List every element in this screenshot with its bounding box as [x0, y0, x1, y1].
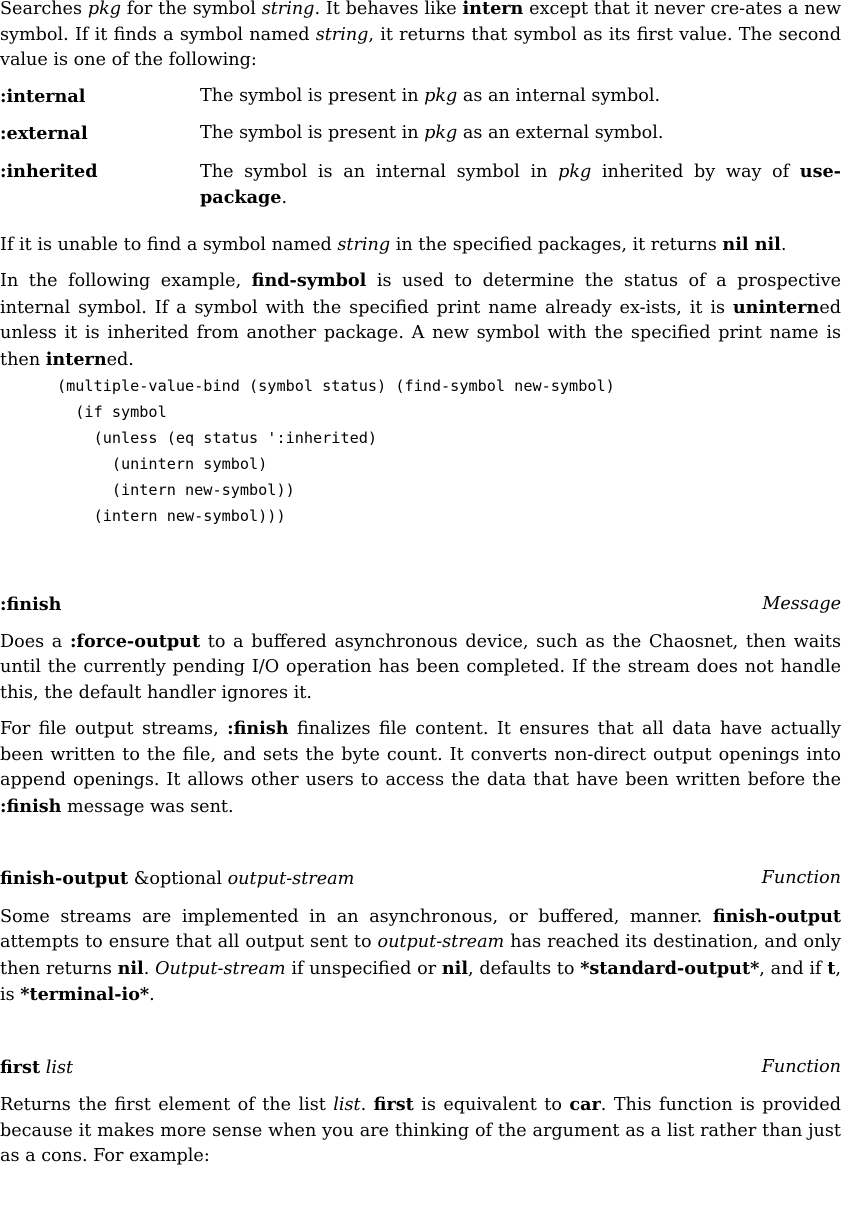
return-value-inherited: [0, 159, 841, 212]
code-line: (intern new-symbol))): [57, 507, 286, 525]
entry-signature: finish-output &optional output-stream: [0, 868, 355, 889]
finish-output-description: Some streams are implemented in an asynchronous, or buffered, manner. finish-output attempts to ensure that all output sent to output-stream has reached its destination, and only then returns nil. Output-stream if unspecified or nil, defaults to *standard-output*, and if t, is *terminal-io*.: [0, 905, 842, 1005]
entry-header-first: [0, 1055, 841, 1082]
first-description: Returns the first element of the list list. first is equivalent to car. This function is provided because it makes more sense when you are thinking of the argument as a list rather than just as a cons. For example:: [0, 1094, 841, 1166]
entry-name: :finish: [0, 594, 62, 615]
code-line: (unless (eq status ':inherited): [57, 429, 378, 447]
value-term: :inherited: [0, 160, 98, 182]
find-symbol-intro: Searches pkg for the symbol string. It behaves like intern except that it never cre-ates a new symbol. If it finds a symbol named string, it returns that symbol as its first value. The second value is one of the following:: [0, 0, 842, 70]
code-line: (unintern symbol): [57, 455, 268, 473]
value-description: The symbol is present in pkg as an external symbol.: [200, 123, 664, 143]
entry-kind: Function: [761, 1056, 841, 1077]
code-line: (intern new-symbol)): [57, 481, 295, 499]
return-values-list: [0, 84, 841, 212]
entry-kind: Function: [761, 868, 841, 888]
finish-description: Does a :force-output to a buffered asynchronous device, such as the Chaosnet, then waits until the currently pending I/O operation has been completed. If the stream does not handle this, the default handler ignores it.: [0, 630, 841, 703]
code-line: (if symbol: [57, 403, 167, 421]
find-symbol-notfound: If it is unable to find a symbol named string in the specified packages, it returns nil nil.: [0, 233, 787, 255]
value-term: :external: [0, 123, 88, 144]
value-description: The symbol is present in pkg as an internal symbol.: [200, 85, 661, 106]
find-symbol-example-text: In the following example, find-symbol is used to determine the status of a prospective internal symbol. If a symbol with the specified print name already ex-ists, it is uninterned unless it is inherited from another package. A new symbol with the specified print name is then interned.: [0, 270, 841, 370]
value-term: :internal: [0, 85, 86, 107]
return-value-external: [0, 121, 841, 147]
value-description: The symbol is an internal symbol in pkg inherited by way of use-package.: [200, 160, 841, 208]
return-value-internal: [0, 84, 841, 110]
code-example: [57, 373, 841, 529]
entry-kind: Message: [762, 594, 841, 614]
entry-header-finish-output: [0, 866, 841, 893]
code-line: (multiple-value-bind (symbol status) (find-symbol new-symbol): [57, 377, 615, 395]
finish-file-streams: For file output streams, :finish finalizes file content. It ensures that all data have actually been written to the file, and sets the byte count. It converts non-direct output openings into append openings. It allows other users to access the data that have been written before the :finish message was sent.: [0, 718, 841, 817]
entry-header-finish: [0, 592, 841, 618]
entry-signature: first list: [0, 1056, 74, 1078]
